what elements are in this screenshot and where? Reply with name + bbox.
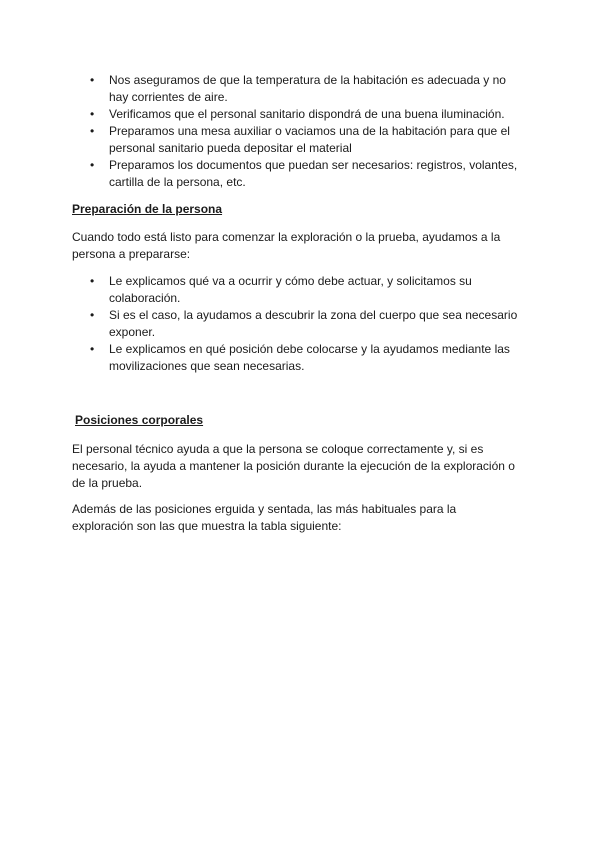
bullet: • [90,342,95,356]
paragraph-posiciones-1: El personal técnico ayuda a que la persona se coloque correctamente y, si es necesario, la ayuda a mantener la posición durante la ejecución de la exploración o de la prueba. [72,442,515,490]
list-item [90,273,526,307]
bullet: • [90,158,95,172]
list-item-text: Le explicamos en qué posición debe colocarse y la ayudamos mediante las movilizaciones que sean necesarias. [109,342,510,373]
list-item-text: Preparamos los documentos que puedan ser necesarios: registros, volantes, cartilla de la persona, etc. [109,158,518,189]
bullet: • [90,124,95,138]
list-person-preparation [90,273,526,375]
list-item-text: Preparamos una mesa auxiliar o vaciamos una de la habitación para que el personal sanitario pueda depositar el material [109,124,510,155]
list-item [90,106,522,123]
list-item [90,157,522,191]
section-heading-posiciones: Posiciones corporales [75,413,204,427]
section-intro-preparacion: Cuando todo está listo para comenzar la exploración o la prueba, ayudamos a la persona a prepararse: [72,230,501,261]
list-item [90,307,526,341]
list-item-text: Nos aseguramos de que la temperatura de la habitación es adecuada y no hay corrientes de aire. [109,73,506,104]
bullet: • [90,73,95,87]
list-item-text: Verificamos que el personal sanitario dispondrá de una buena iluminación. [109,107,505,121]
paragraph-posiciones-2: Además de las posiciones erguida y sentada, las más habituales para la exploración son las que muestra la tabla siguiente: [72,502,457,533]
list-environment-preparation [90,72,522,191]
bullet: • [90,274,95,288]
section-heading-preparacion: Preparación de la persona [72,202,223,216]
list-item [90,72,522,106]
list-item [90,341,526,375]
bullet: • [90,107,95,121]
list-item-text: Si es el caso, la ayudamos a descubrir la zona del cuerpo que sea necesario exponer. [109,308,518,339]
list-item [90,123,522,157]
list-item-text: Le explicamos qué va a ocurrir y cómo debe actuar, y solicitamos su colaboración. [109,274,472,305]
bullet: • [90,308,95,322]
